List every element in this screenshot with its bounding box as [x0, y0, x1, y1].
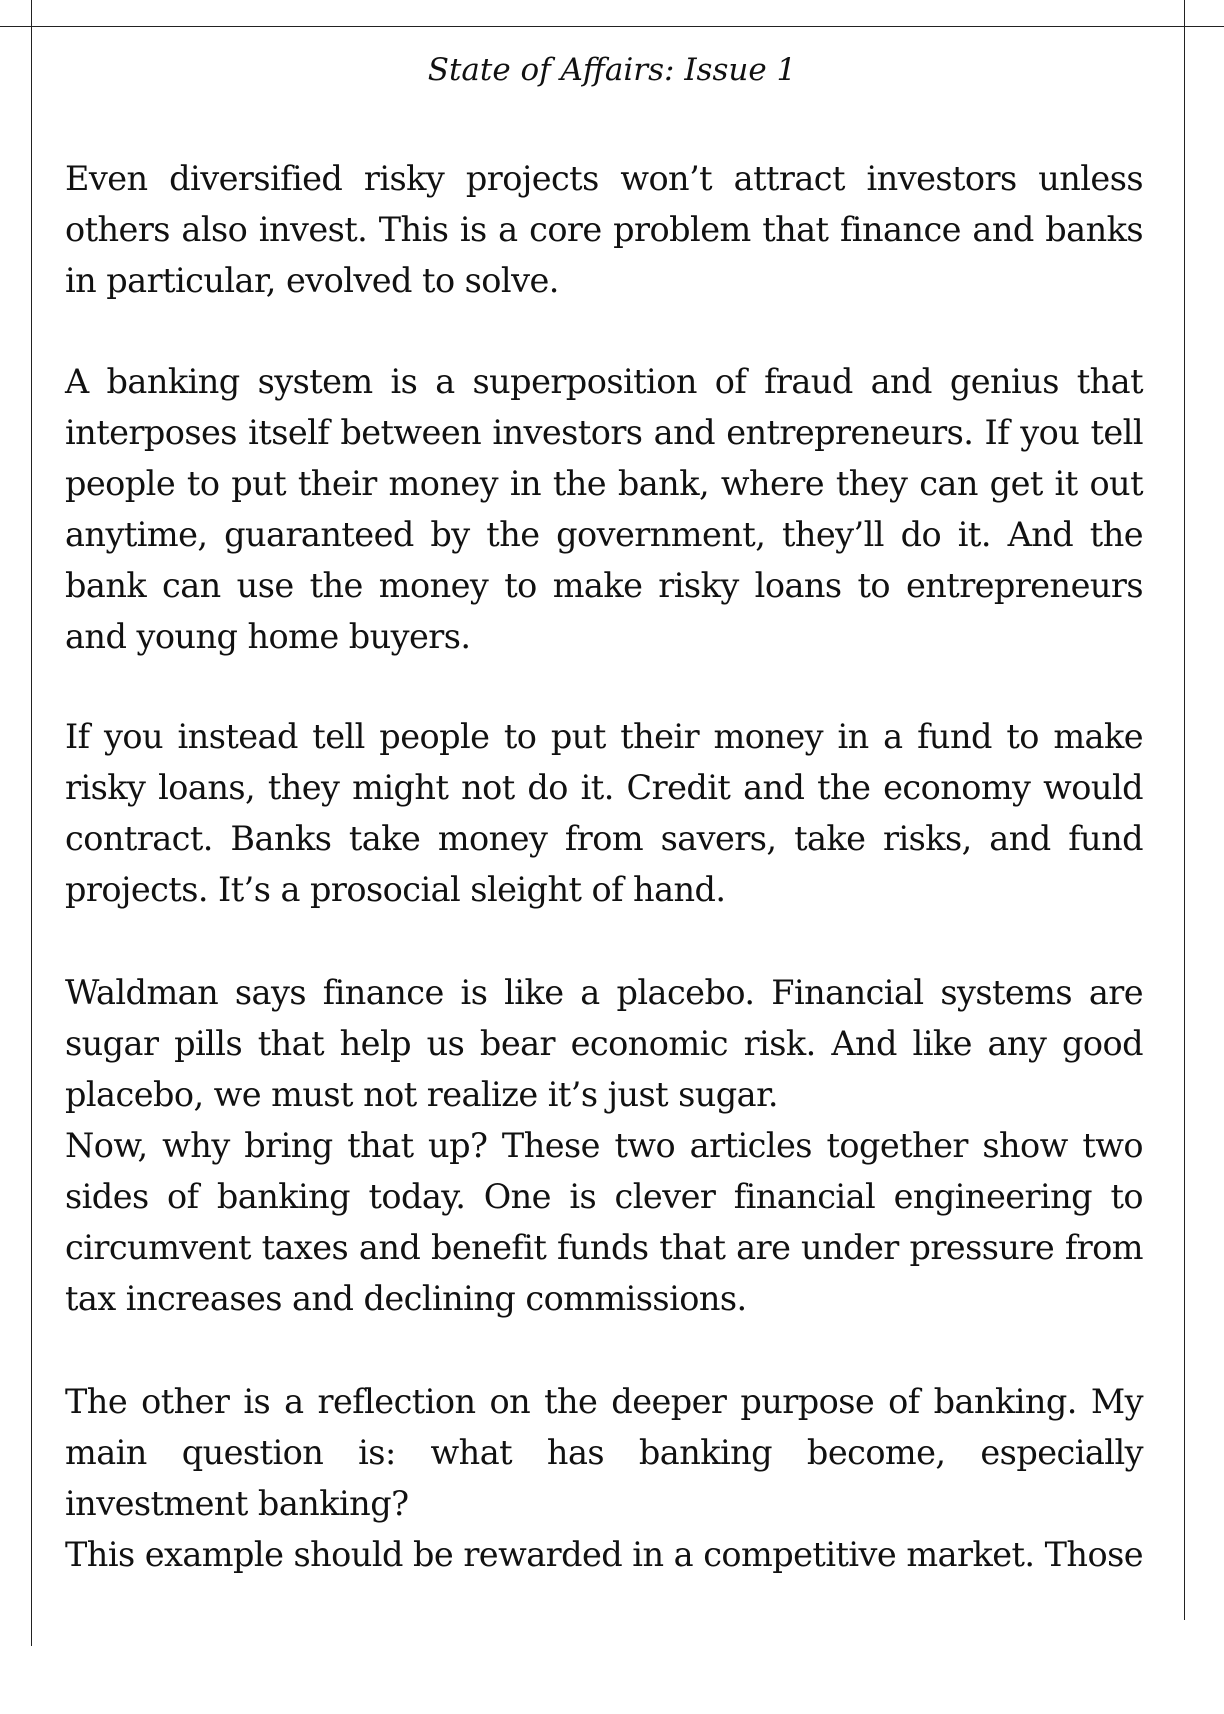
paragraph-text: A banking system is a superposition of fraud and genius that interposes itself between investors and entrepreneurs. If you tell people to put their money in the bank, where they can get it out anytime, guaranteed by the government, they’ll do it. And the bank can use the money to make risky loans to entrepreneurs and young home buyers. [65, 362, 1143, 656]
paragraph-3 [65, 711, 1143, 915]
paragraph-2 [65, 356, 1143, 662]
paragraph-1 [65, 153, 1143, 306]
paragraph-text-continued: This example should be rewarded in a competitive market. Those [65, 1535, 1143, 1574]
paragraph-5 [65, 1376, 1143, 1580]
top-border-rule [0, 26, 1224, 27]
right-border-rule [1184, 0, 1185, 1620]
page-title: State of Affairs: Issue 1 [427, 52, 797, 88]
paragraph-text: Even diversified risky projects won’t attract investors unless others also invest. This is a core problem that finance and banks in particular, evolved to solve. [65, 159, 1143, 300]
paragraph-text: If you instead tell people to put their money in a fund to make risky loans, they might not do it. Credit and the economy would contract. Banks take money from savers, take risks, and fund projects. It’s a prosocial sleight of hand. [65, 717, 1143, 909]
paragraph-text: Now, why bring that up? These two articles together show two sides of banking today. One is clever financial engineering to circumvent taxes and benefit funds that are under pressure from tax increases and declining commissions. [65, 1126, 1143, 1318]
paragraph-4 [65, 967, 1143, 1324]
paragraph-text: The other is a reflection on the deeper purpose of banking. My main question is: what has banking become, especially investment banking? [65, 1382, 1143, 1523]
paragraph-text: Waldman says finance is like a placebo. Financial systems are sugar pills that help us bear economic risk. And like any good placebo, we must not realize it’s just sugar. [65, 973, 1143, 1114]
left-border-rule [31, 0, 32, 1646]
